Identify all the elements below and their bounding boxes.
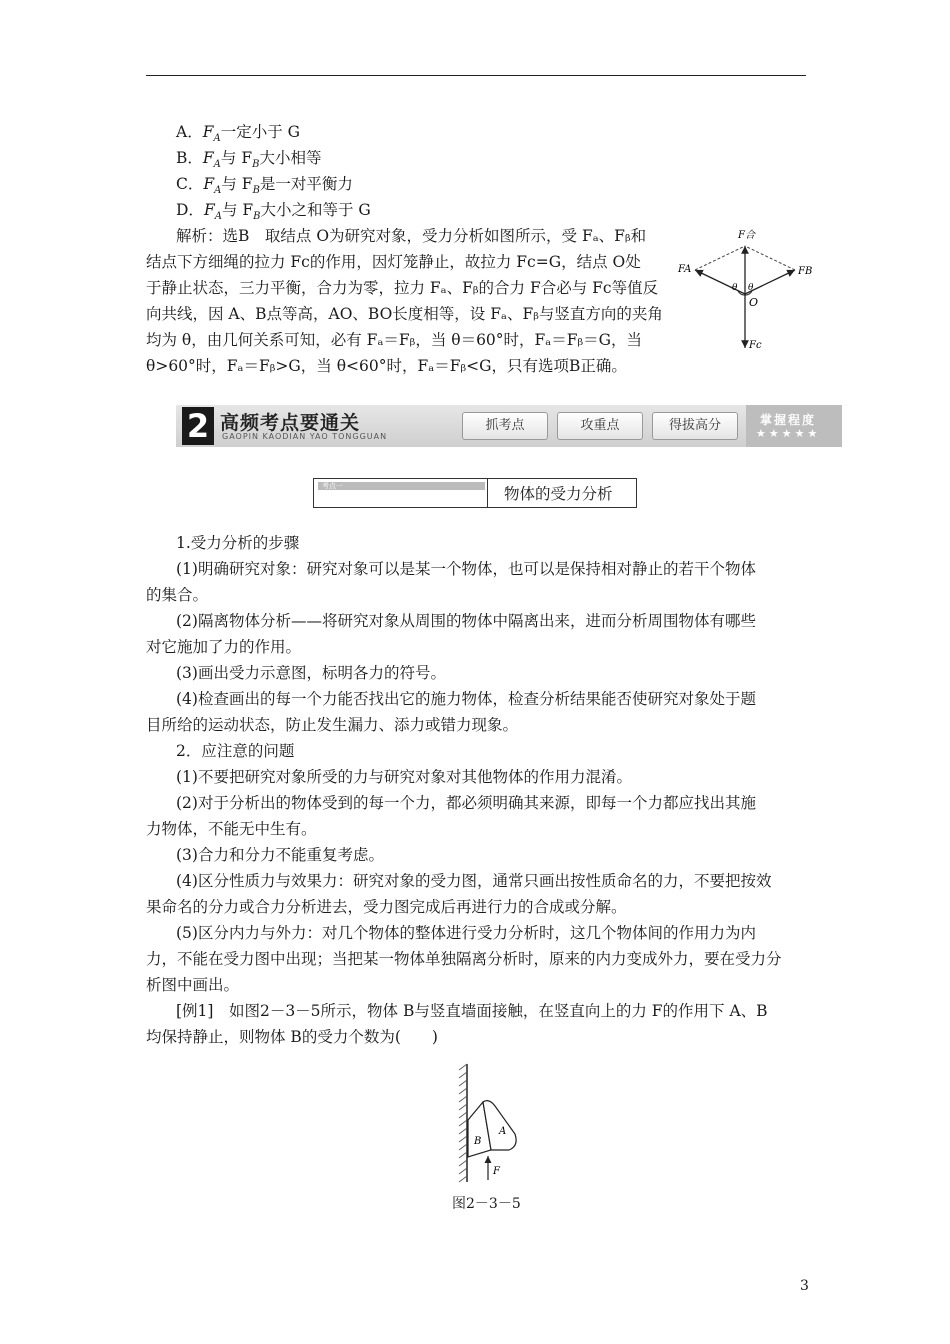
body-line: (1)明确研究对象：研究对象可以是某一个物体，也可以是保持相对静止的若干个物体 bbox=[176, 560, 756, 578]
label-b: B bbox=[474, 1136, 482, 1147]
option-c: C．$F_A$与 $F_B$是一对平衡力 bbox=[176, 175, 353, 197]
analysis-line: 于静止状态，三力平衡，合力为零，拉力 Fₐ、Fᵦ的合力 F合必与 Fc等值反 bbox=[146, 279, 659, 297]
body-line: 1.受力分析的步骤 bbox=[176, 534, 300, 552]
body-line: 的集合。 bbox=[146, 586, 209, 604]
header-rule bbox=[146, 75, 806, 76]
section-banner bbox=[176, 405, 842, 447]
label-theta-left: θ bbox=[732, 283, 738, 293]
label-theta-right: θ bbox=[748, 283, 754, 293]
option-d: D．$F_A$与 $F_B$大小之和等于 G bbox=[176, 201, 371, 223]
label-f: F bbox=[493, 1166, 500, 1177]
tab-gong-zhongdian[interactable]: 攻重点 bbox=[557, 412, 643, 440]
mastery-label: 掌握程度 bbox=[760, 413, 817, 427]
mastery-panel bbox=[746, 405, 842, 447]
section-number: 2 bbox=[182, 407, 214, 445]
body-line: 均保持静止，则物体 B的受力个数为( ) bbox=[146, 1028, 438, 1046]
body-line: 力物体，不能无中生有。 bbox=[146, 820, 317, 838]
body-line: (3)合力和分力不能重复考虑。 bbox=[176, 846, 384, 864]
wall-block-figure bbox=[455, 1062, 535, 1186]
body-line: (4)区分性质力与效果力：研究对象的受力图，通常只画出按性质命名的力，不要把按效 bbox=[176, 872, 772, 890]
tab-zhua-kaodian[interactable]: 抓考点 bbox=[462, 412, 548, 440]
kaodian-tag: 考点一 bbox=[318, 482, 485, 490]
analysis-line: 结点下方细绳的拉力 Fc的作用，因灯笼静止，故拉力 Fc=G，结点 O处 bbox=[146, 253, 641, 271]
label-fb: FB bbox=[798, 266, 813, 277]
section-pinyin: GAOPIN KAODIAN YAO TONGGUAN bbox=[222, 432, 388, 441]
parallelogram-edge bbox=[745, 246, 795, 270]
kaodian-box bbox=[313, 478, 637, 508]
wall-hatching bbox=[459, 1064, 467, 1182]
analysis-line: 解析：选B 取结点 O为研究对象，受力分析如图所示，受 Fₐ、Fᵦ和 bbox=[176, 227, 647, 245]
body-line: (1)不要把研究对象所受的力与研究对象对其他物体的作用力混淆。 bbox=[176, 768, 632, 786]
body-line: 果命名的分力或合力分析进去，受力图完成后再进行力的合成或分解。 bbox=[146, 898, 627, 916]
option-a: A．$F_A$一定小于 G bbox=[176, 123, 301, 145]
label-fc: Fc bbox=[749, 340, 762, 351]
body-line: (4)检查画出的每一个力能否找出它的施力物体，检查分析结果能否使研究对象处于题 bbox=[176, 690, 756, 708]
body-line: (5)区分内力与外力：对几个物体的整体进行受力分析时，这几个物体间的作用力为内 bbox=[176, 924, 756, 942]
label-a: A bbox=[499, 1126, 507, 1137]
body-line: [例1] 如图2－3－5所示，物体 B与竖直墙面接触，在竖直向上的力 F的作用下 A、B bbox=[176, 1002, 768, 1020]
body-line: 目所给的运动状态，防止发生漏力、添力或错力现象。 bbox=[146, 716, 519, 734]
kaodian-title: 物体的受力分析 bbox=[504, 485, 613, 503]
body-line: (2)隔离物体分析——将研究对象从周围的物体中隔离出来，进而分析周围物体有哪些 bbox=[176, 612, 756, 630]
fa-arrow bbox=[695, 270, 745, 294]
body-line: 析图中画出。 bbox=[146, 976, 240, 994]
analysis-line: 向共线，因 A、B点等高，AO、BO长度相等，设 Fₐ、Fᵦ与竖直方向的夹角 bbox=[146, 305, 663, 323]
body-line: (2)对于分析出的物体受到的每一个力，都必须明确其来源，即每一个力都应找出其施 bbox=[176, 794, 756, 812]
body-line: 对它施加了力的作用。 bbox=[146, 638, 302, 656]
analysis-line: 均为 θ，由几何关系可知，必有 Fₐ＝Fᵦ，当 θ＝60°时，Fₐ＝Fᵦ＝G，当 bbox=[146, 331, 643, 349]
force-diagram bbox=[672, 226, 822, 356]
label-f-he: F合 bbox=[738, 230, 755, 241]
label-fa: FA bbox=[678, 264, 692, 275]
label-o: O bbox=[749, 296, 759, 309]
body-line: 2．应注意的问题 bbox=[176, 742, 295, 760]
page-number: 3 bbox=[800, 1278, 809, 1294]
body-line: 力，不能在受力图中出现；当把某一物体单独隔离分析时，原来的内力变成外力，要在受力分 bbox=[146, 950, 782, 968]
section-title: 高频考点要通关 bbox=[220, 412, 361, 434]
option-b: B．$F_A$与 $F_B$大小相等 bbox=[176, 149, 322, 171]
tab-de-bagaofen[interactable]: 得拔高分 bbox=[652, 412, 738, 440]
figure-caption: 图2－3－5 bbox=[452, 1196, 521, 1212]
body-line: (3)画出受力示意图，标明各力的符号。 bbox=[176, 664, 446, 682]
analysis-line: θ>60°时，Fₐ＝Fᵦ>G，当 θ<60°时，Fₐ＝Fᵦ<G，只有选项B正确。 bbox=[146, 357, 627, 375]
star-rating-icon: ★★★★★ bbox=[756, 427, 821, 440]
parallelogram-edge bbox=[695, 246, 745, 270]
kaodian-divider bbox=[487, 479, 488, 507]
